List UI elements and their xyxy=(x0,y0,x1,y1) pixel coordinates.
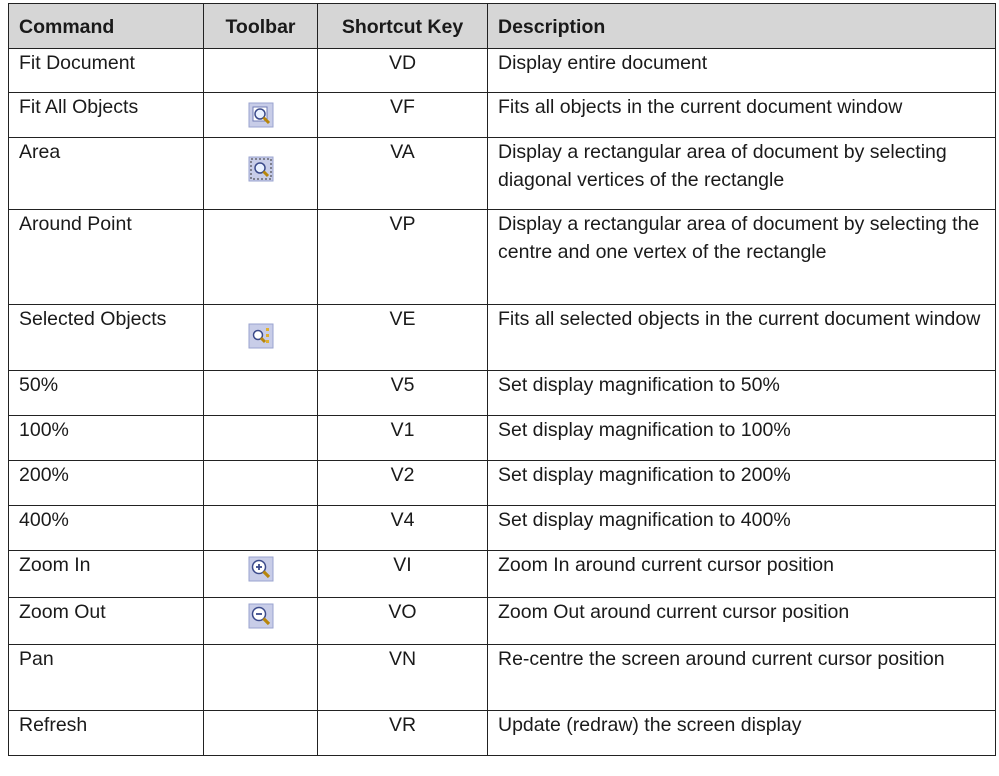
command-cell: Zoom In xyxy=(9,551,204,598)
table-row xyxy=(9,210,996,305)
shortcut-cell: V5 xyxy=(318,371,488,416)
table-row xyxy=(9,551,996,598)
toolbar-cell xyxy=(204,551,318,598)
toolbar-cell xyxy=(204,416,318,461)
command-cell: Zoom Out xyxy=(9,598,204,645)
command-cell: 200% xyxy=(9,461,204,506)
shortcut-cell: VN xyxy=(318,645,488,711)
shortcut-cell: VE xyxy=(318,305,488,371)
table-row xyxy=(9,49,996,93)
fit-all-icon[interactable] xyxy=(248,102,274,128)
shortcut-cell: V1 xyxy=(318,416,488,461)
command-cell: Fit Document xyxy=(9,49,204,93)
description-cell: Display a rectangular area of document by selecting diagonal vertices of the rectangle xyxy=(488,138,996,210)
toolbar-cell xyxy=(204,371,318,416)
toolbar-cell xyxy=(204,210,318,305)
toolbar-cell xyxy=(204,711,318,756)
header-command: Command xyxy=(9,4,204,49)
toolbar-cell xyxy=(204,598,318,645)
zoom-selected-icon[interactable] xyxy=(248,323,274,349)
shortcut-cell: VP xyxy=(318,210,488,305)
command-cell: 400% xyxy=(9,506,204,551)
description-cell: Set display magnification to 100% xyxy=(488,416,996,461)
command-cell: Selected Objects xyxy=(9,305,204,371)
shortcut-cell: VA xyxy=(318,138,488,210)
table-row xyxy=(9,93,996,138)
table-row xyxy=(9,461,996,506)
table-row xyxy=(9,645,996,711)
table-row xyxy=(9,138,996,210)
command-cell: Area xyxy=(9,138,204,210)
description-cell: Display entire document xyxy=(488,49,996,93)
description-cell: Set display magnification to 50% xyxy=(488,371,996,416)
description-cell: Set display magnification to 200% xyxy=(488,461,996,506)
zoom-area-icon[interactable] xyxy=(248,156,274,182)
header-row xyxy=(9,4,996,49)
shortcut-cell: VF xyxy=(318,93,488,138)
table-row xyxy=(9,598,996,645)
description-cell: Update (redraw) the screen display xyxy=(488,711,996,756)
toolbar-cell xyxy=(204,305,318,371)
shortcut-cell: VD xyxy=(318,49,488,93)
table-row xyxy=(9,305,996,371)
description-cell: Display a rectangular area of document by selecting the centre and one vertex of the rectangle xyxy=(488,210,996,305)
command-cell: 100% xyxy=(9,416,204,461)
shortcut-cell: VI xyxy=(318,551,488,598)
table-row xyxy=(9,506,996,551)
toolbar-cell xyxy=(204,506,318,551)
header-toolbar: Toolbar xyxy=(204,4,318,49)
shortcut-cell: VO xyxy=(318,598,488,645)
command-cell: Pan xyxy=(9,645,204,711)
description-cell: Fits all selected objects in the current document window xyxy=(488,305,996,371)
description-cell: Set display magnification to 400% xyxy=(488,506,996,551)
zoom-in-icon[interactable] xyxy=(248,556,274,582)
description-cell: Zoom In around current cursor position xyxy=(488,551,996,598)
shortcut-cell: V4 xyxy=(318,506,488,551)
shortcut-cell: VR xyxy=(318,711,488,756)
command-cell: Fit All Objects xyxy=(9,93,204,138)
description-cell: Fits all objects in the current document window xyxy=(488,93,996,138)
description-cell: Zoom Out around current cursor position xyxy=(488,598,996,645)
header-description: Description xyxy=(488,4,996,49)
toolbar-cell xyxy=(204,49,318,93)
toolbar-cell xyxy=(204,138,318,210)
command-cell: 50% xyxy=(9,371,204,416)
table-row xyxy=(9,711,996,756)
toolbar-cell xyxy=(204,93,318,138)
header-shortcut-key: Shortcut Key xyxy=(318,4,488,49)
zoom-out-icon[interactable] xyxy=(248,603,274,629)
description-cell: Re-centre the screen around current cursor position xyxy=(488,645,996,711)
table-row xyxy=(9,371,996,416)
toolbar-cell xyxy=(204,645,318,711)
toolbar-cell xyxy=(204,461,318,506)
table-row xyxy=(9,416,996,461)
command-table xyxy=(8,3,996,756)
command-cell: Refresh xyxy=(9,711,204,756)
command-cell: Around Point xyxy=(9,210,204,305)
shortcut-cell: V2 xyxy=(318,461,488,506)
